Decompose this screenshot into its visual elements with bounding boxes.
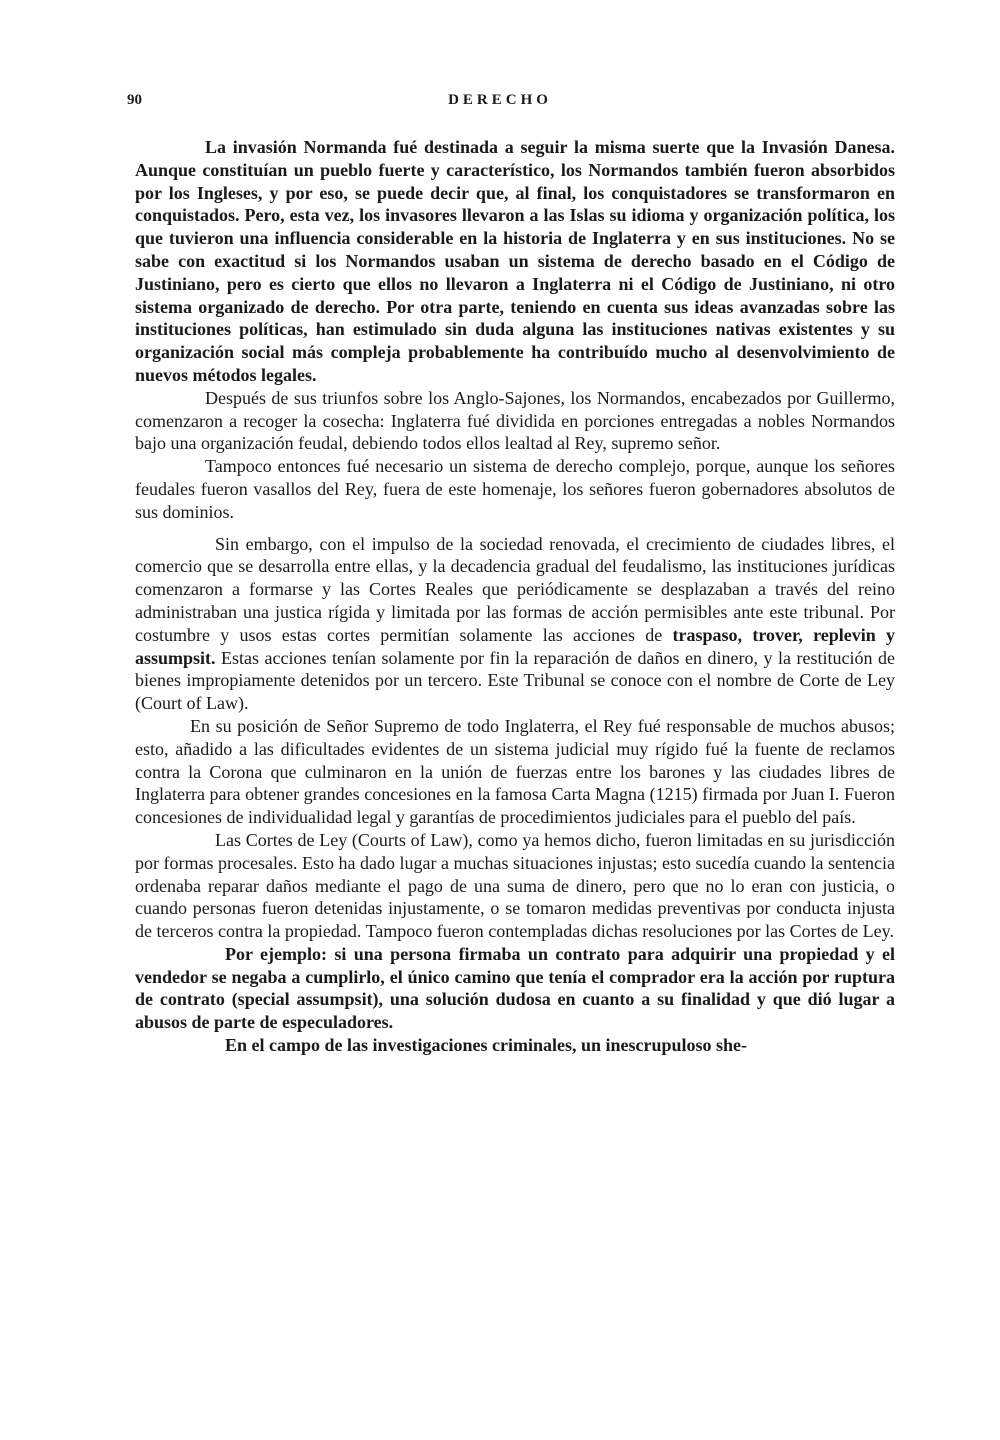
paragraph-norman-invasion: La invasión Normanda fué destinada a seguir la misma suerte que la Invasión Danesa. Aunque constituían un pueblo fuerte y característico, los Normandos también fueron absorbidos por los Ingleses, y por eso, se puede decir que, al final, los conquistadores se transformaron en conquistados. Pero, esta vez, los invasores llevaron a las Islas su idioma y organización política, los que tuvieron una influencia considerable en la historia de Inglaterra y en sus instituciones. No se sabe con exactitud si los Normandos usaban un sistema de derecho basado en el Código de Justiniano, pero es cierto que ellos no llevaron a Inglaterra ni el Código de Justiniano, ni otro sistema organizado de derecho. Por otra parte, teniendo en cuenta sus ideas avanzadas sobre las instituciones políticas, han estimulado sin duda alguna las instituciones nativas existentes y su organización social más compleja probablemente ha contribuído mucho al desenvolvimiento de nuevos métodos legales. <box>135 137 895 385</box>
paragraph-criminal-investigations: En el campo de las investigaciones criminales, un inescrupuloso she- <box>225 1035 748 1056</box>
paragraph-feudal-lords: Tampoco entonces fué necesario un sistema de derecho complejo, porque, aunque los señores feudales fueron vasallos del Rey, fuera de este homenaje, los señores fueron gobernadores absolutos de sus dominios. <box>135 456 895 522</box>
paragraph-royal-courts <box>135 533 895 715</box>
paragraph-royal-courts-part-2: Estas acciones tenían solamente por fin la reparación de daños en dinero, y la restitución de bienes impropiamente detenidos por un tercero. Este Tribunal se conoce con el nombre de Corte de Ley (Court of Law). <box>135 647 895 714</box>
paragraph-example: Por ejemplo: si una persona firmaba un contrato para adquirir una propiedad y el vendedor se negaba a cumplirlo, el único camino que tenía el comprador era la acción por ruptura de contrato (special assumpsit), una solución dudosa en cuanto a su finalidad y que dió lugar a abusos de parte de especuladores. <box>135 943 895 1033</box>
running-title: DERECHO <box>448 92 552 108</box>
page-number: 90 <box>127 92 142 108</box>
body-text <box>135 136 895 1057</box>
paragraph-magna-carta: En su posición de Señor Supremo de todo Inglaterra, el Rey fué responsable de muchos abusos; esto, añadido a las dificultades evidentes de un sistema judicial muy rígido fué la fuente de reclamos contra la Corona que culminaron en la unión de fuerzas entre los barones y las ciudades libres de Inglaterra para obtener grandes concesiones en la famosa Carta Magna (1215) firmada por Juan I. Fueron concesiones de individualidad legal y garantías de procedimientos judiciales para el pueblo del país. <box>135 715 895 828</box>
paragraph-royal-courts-part-1: Sin embargo, con el impulso de la sociedad renovada, el crecimiento de ciudades libres, el comercio que se desarrolla entre ellas, y la decadencia gradual del feudalismo, las instituciones jurídicas comenzaron a formarse y las Cortes Reales que periódicamente se desplazaban a través del reino administraban una justica rígida y limitada por las formas de acción permisibles ante este tribunal. Por costumbre y usos estas cortes permitían solamente las acciones de <box>135 533 895 645</box>
paragraph-courts-of-law: Las Cortes de Ley (Courts of Law), como ya hemos dicho, fueron limitadas en su jurisdicción por formas procesales. Esto ha dado lugar a muchas situaciones injustas; esto sucedía cuando la sentencia ordenaba reparar daños mediante el pago de una suma de dinero, pero que no lo eran con justicia, o cuando personas fueron detenidas injustamente, o se tomaron medidas preventivas por conducta injusta de terceros contra la propiedad. Tampoco fueron contempladas dichas resoluciones por las Cortes de Ley. <box>135 829 895 942</box>
paragraph-anglo-saxons: Después de sus triunfos sobre los Anglo-Sajones, los Normandos, encabezados por Guillermo, comenzaron a recoger la cosecha: Inglaterra fué dividida en porciones entregadas a nobles Normandos bajo una organización feudal, debiendo todos ellos lealtad al Rey, supremo señor. <box>135 387 895 454</box>
legal-actions-list: traspaso, trover, replevin y assumpsit. <box>135 624 896 668</box>
